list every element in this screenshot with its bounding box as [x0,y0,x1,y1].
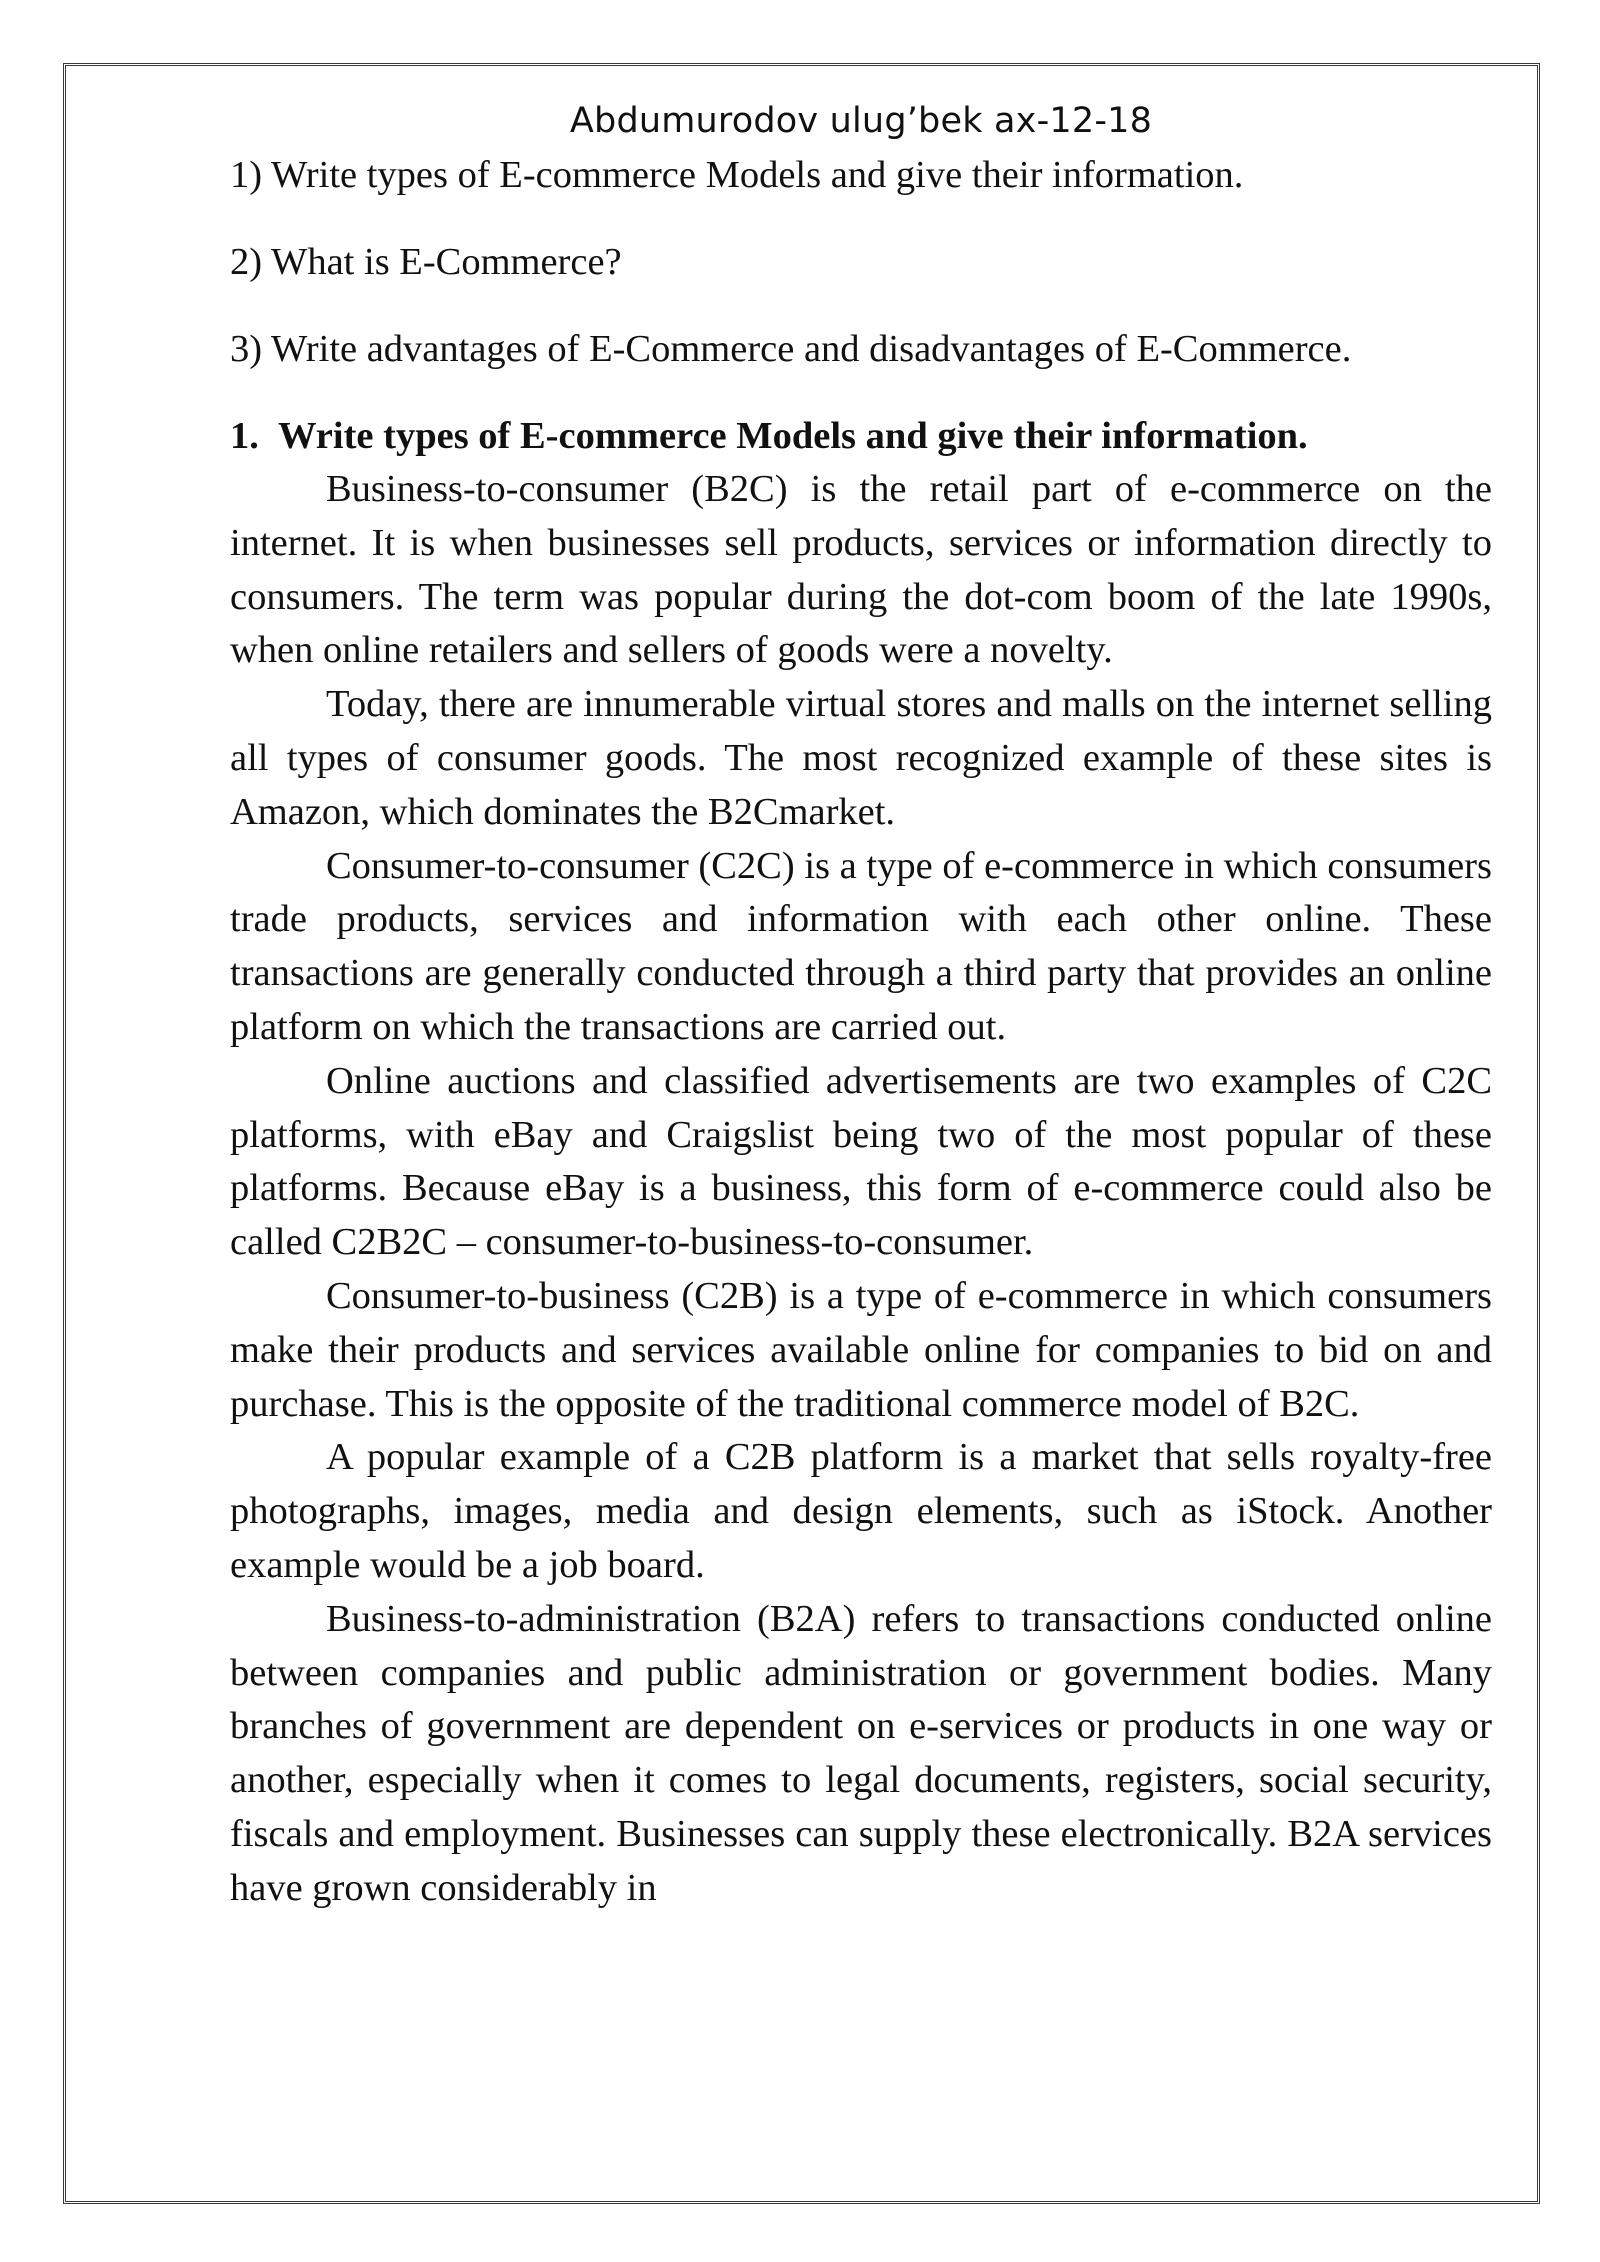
paragraph-b2a: Business-to-administration (B2A) refers to transactions conducted online between companies and public administration or government bodies. Many branches of government are dependent on e-services or products in one way or another, especially when it comes to legal documents, registers, social security, fiscals and employment. Businesses can supply these electronically. B2A services have grown considerably in [230,1597,1492,1909]
document-body [230,93,1492,1916]
question-3: 3) Write advantages of E-Commerce and disadvantages of E-Commerce. [230,328,1352,370]
author-line: Abdumurodov ulug’bek ax-12-18 [569,101,1153,141]
question-1: 1) Write types of E-commerce Models and give their information. [230,154,1244,196]
section-number: 1. [230,415,259,457]
question-2: 2) What is E-Commerce? [230,241,622,283]
paragraph-b2c: Business-to-consumer (B2C) is the retail part of e-commerce on the internet. It is when businesses sell products, services or information directly to consumers. The term was popular during the dot-com boom of the late 1990s, when online retailers and sellers of goods were a novelty. [230,468,1492,672]
paragraph-c2c-example: Online auctions and classified advertisements are two examples of C2C platforms, with eBay and Craigslist being two of the most popular of these platforms. Because eBay is a business, this form of e-commerce could also be called C2B2C – consumer-to-business-to-consumer. [230,1059,1492,1264]
paragraph-c2b-example: A popular example of a C2B platform is a market that sells royalty-free photographs, images, media and design elements, such as iStock. Another example would be a job board. [230,1436,1492,1586]
section-heading [230,410,1492,463]
paragraph-b2c-example: Today, there are innumerable virtual stores and malls on the internet selling all types of consumer goods. The most recognized example of these sites is Amazon, which dominates the B2Cmarket. [230,683,1492,833]
paragraph-c2c: Consumer-to-consumer (C2C) is a type of e-commerce in which consumers trade products, services and information with each other online. These transactions are generally conducted through a third party that provides an online platform on which the transactions are carried out. [230,844,1492,1048]
paragraph-c2b: Consumer-to-business (C2B) is a type of e-commerce in which consumers make their products and services available online for companies to bid on and purchase. This is the opposite of the traditional commerce model of B2C. [230,1274,1492,1425]
section-title: Write types of E-commerce Models and give their information. [278,415,1308,457]
